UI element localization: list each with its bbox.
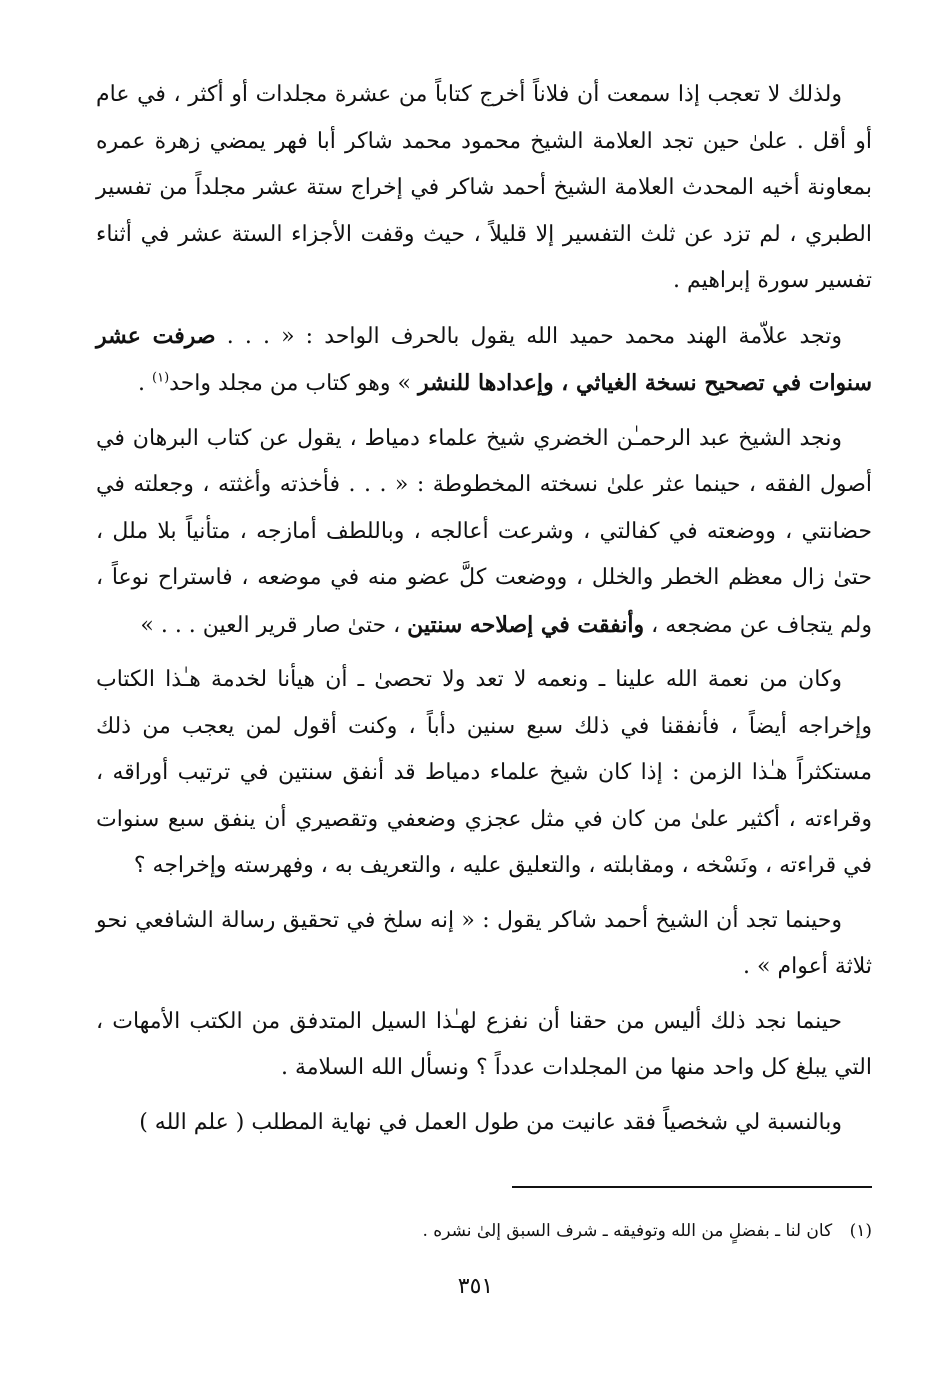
footnote-text: كان لنا ـ بفضلٍ من الله وتوفيقه ـ شرف السبق إلىٰ نشره . [422,1221,833,1241]
footnote-reference: (١) [152,370,170,386]
bold-quote: وأنفقت في إصلاحه سنتين [407,611,645,638]
text-run: وحينما تجد أن الشيخ أحمد شاكر يقول : « إنه سلخ في تحقيق رسالة الشافعي نحو ثلاثة أعوام » . [96,907,872,979]
main-text [96,72,872,1146]
footnote-number: (١) [849,1221,872,1241]
page-number: ٣٥١ [457,1274,494,1299]
paragraph [96,1100,872,1147]
paragraph [96,313,872,408]
text-run: وكان من نعمة الله علينا ـ ونعمه لا تعد ولا تحصىٰ ـ أن هيأنا لخدمة هـٰذا الكتاب وإخراجه أيضاً ، فأنفقنا في ذلك سبع سنين دأباً ، وكنت أقول لمن يعجب من ذلك مستكثراً هـٰذا الزمن : إذا كان شيخ علماء دمياط قد أنفق سنتين في ترتيب أوراقه ، وقراءته ، أكثير علىٰ من كان في مثل عجزي وضعفي وتقصيري أن ينفق سبع سنوات في قراءته ، ونَسْخه ، ومقابلته ، والتعليق عليه ، والتعريف به ، وفهرسته وإخراجه ؟ [96,667,872,878]
text-run: ولذلك لا تعجب إذا سمعت أن فلاناً أخرج كتاباً من عشرة مجلدات أو أكثر ، في عام أو أقل . علىٰ حين تجد العلامة الشيخ محمود محمد شاكر أبا فهر يمضي زهرة عمره بمعاونة أخيه المحدث العلامة الشيخ أحمد شاكر في إخراج ستة عشر مجلداً من تفسير الطبري ، لم تزد عن ثلث التفسير إلا قليلاً ، حيث وقفت الأجزاء الستة عشر في أثناء تفسير سورة إبراهيم . [96,82,872,293]
paragraph [96,999,872,1092]
text-run: ، حتىٰ صار قرير العين . . . » [140,612,408,638]
paragraph [96,72,872,305]
text-run: وتجد علاّمة الهند محمد حميد الله يقول بالحرف الواحد : « . . . [215,323,842,349]
footnote-divider [512,1186,872,1188]
paragraph [96,898,872,991]
text-run: » وهو كتاب من مجلد واحد [169,371,418,396]
text-run: حينما نجد ذلك أليس من حقنا أن نفزع لهـٰذا السيل المتدفق من الكتب الأمهات ، التي يبلغ كل واحد منها من المجلدات عدداً ؟ ونسأل الله السلامة . [96,1008,872,1080]
text-run: ونجد الشيخ عبد الرحمـٰن الخضري شيخ علماء دمياط ، يقول عن كتاب البرهان في أصول الفقه ، حينما عثر علىٰ نسخته المخطوطة : « . . . فأخذته وأغثته ، وجعلته في حضانتي ، ووضعته في كفالتي ، وشرعت أعالجه ، وباللطف أمازجه ، متأنياً بلا ملل ، حتىٰ زال معظم الخطر والخلل ، ووضعت كلَّ عضو منه في موضعه ، فاستراح نوعاً ، ولم يتجاف عن مضجعه ، [96,425,872,638]
paragraph [96,416,872,650]
bold-quote: صرفت عشر سنوات في تصحيح نسخة الغياثي ، وإعدادها للنشر [96,322,872,396]
text-run: وبالنسبة لي شخصياً فقد عانيت من طول العمل في نهاية المطلب ( علم الله ) [139,1109,842,1135]
paragraph [96,657,872,890]
text-run: . [138,371,153,396]
footnote [96,1218,872,1244]
